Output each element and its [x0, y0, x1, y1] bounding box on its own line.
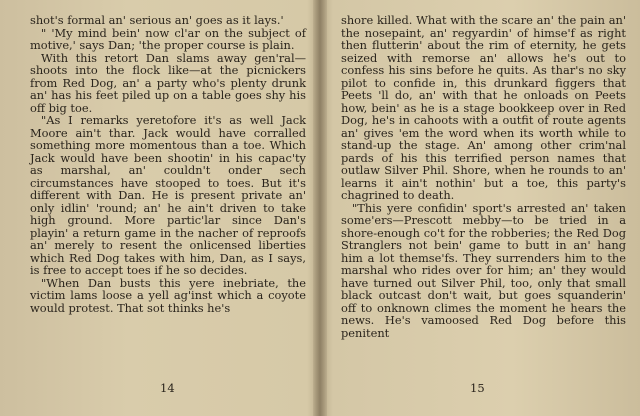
paragraph: shore killed. What with the scare an' the pain an' the nosepaint, an' regyardin' of himse'f as right then flutterin' about the rim of eternity, he gets seized with remorse an' allows he's out to confess his sins before he quits. As thar's no sky pilot to confide in, this drunkard figgers that Peets 'll do, an' with that he onloads on Peets how, bein' as he is a stage bookkeep over in Red Dog, he's in cahoots with a outfit of route agents an' gives 'em the word when its worth while to stand-up the stage. An' among other crim'nal pards of his this terrified person names that outlaw Silver Phil. Shore, when he rounds to an' learns it ain't nothin' but a toe, this party's chagrined to death. — [341, 13, 626, 202]
right-page — [327, 0, 640, 416]
paragraph: "As I remarks yeretofore it's as well Jack Moore ain't thar. Jack would have corralled something more momentous than a toe. Which Jack would have been shootin' in his capac'ty as marshal, an' couldn't onder sech circumstances have stooped to toes. But it's different with Dan. He is present private an' only idlin' 'round; an' he ain't driven to take high ground. More partic'lar since Dan's playin' a return game in the nacher of reproofs an' merely to resent the onlicensed liberties which Red Dog takes with him, Dan, as I says, is free to accept toes if he so decides. — [30, 113, 306, 277]
right-page-text — [341, 14, 626, 339]
paragraph: "When Dan busts this yere inebriate, the victim lams loose a yell ag'inst which a coyote would protest. That sot thinks he's — [30, 275, 306, 315]
left-page — [0, 0, 313, 416]
page-number: 14 — [160, 381, 175, 395]
paragraph: " 'My mind bein' now cl'ar on the subject of motive,' says Dan; 'the proper course is plain. — [30, 25, 306, 52]
paragraph: "This yere confidin' sport's arrested an' taken some'ers—Prescott mebby—to be tried in a shore-enough co't for the robberies; the Red Dog Stranglers not bein' game to butt in an' hang him a lot themse'fs. They surrenders him to the marshal who rides over for him; an' they would have turned out Silver Phil, too, only that small black outcast don't wait, but goes squanderin' off to onknown climes the moment he hears the news. He's vamoosed Red Dog before this penitent — [341, 200, 626, 340]
book-gutter — [313, 0, 327, 416]
paragraph: With this retort Dan slams away gen'ral—shoots into the flock like—at the picnickers from Red Dog, an' a party who's plenty drunk an' has his feet piled up on a table goes shy his off big toe. — [30, 50, 306, 115]
paragraph: shot's formal an' serious an' goes as it lays.' — [30, 13, 284, 27]
left-page-text — [30, 14, 306, 314]
page-number: 15 — [470, 381, 485, 395]
